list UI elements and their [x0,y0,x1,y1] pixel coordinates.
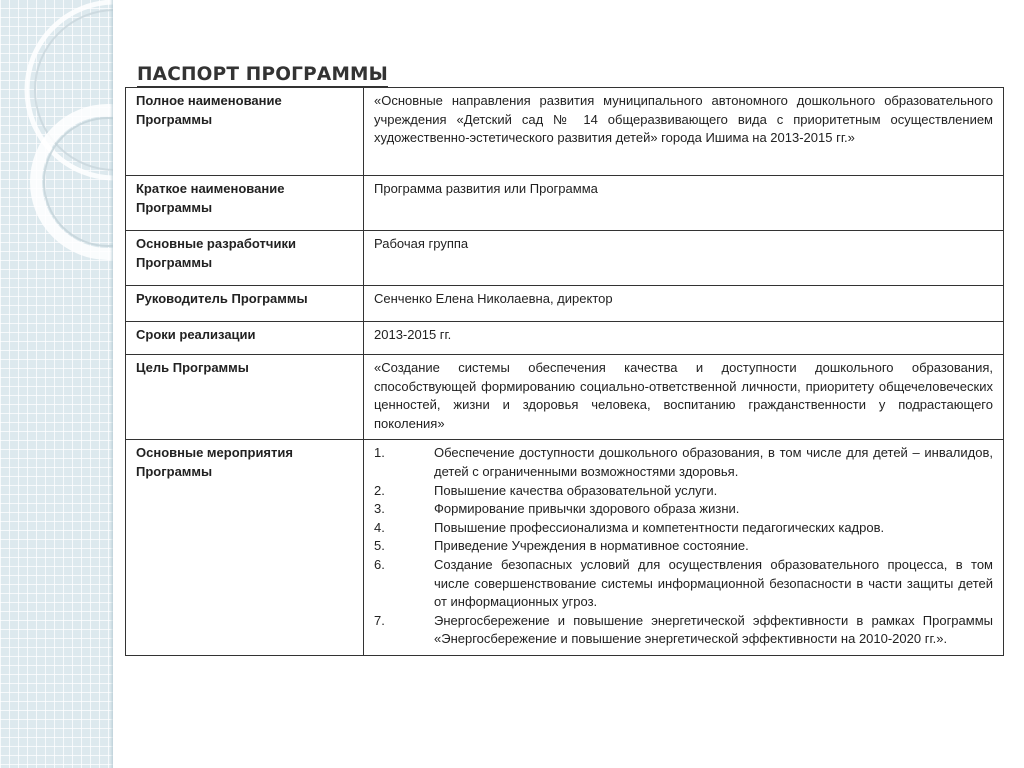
list-item-text: Повышение качества образовательной услуги. [434,482,718,498]
list-item-number: 5. [374,538,385,554]
row-label: Сроки реализации [126,322,364,355]
list-item [374,482,993,501]
list-item-number: 4. [374,519,385,535]
list-item-number: 6. [374,556,385,572]
table-row [126,176,1004,231]
row-value: Сенченко Елена Николаевна, директор [364,286,1004,322]
table-row [126,355,1004,440]
row-label: Основные разработчики Программы [126,231,364,286]
row-value: Рабочая группа [364,231,1004,286]
list-item [374,500,993,519]
list-item-text: Создание безопасных условий для осуществления образовательного процесса, в том числе совершенствование системы информационной безопасности в части защиты детей от информационных угроз. [434,556,993,610]
list-item [374,556,993,612]
row-value: 2013-2015 гг. [364,322,1004,355]
events-cell [364,440,1004,656]
row-value: «Создание системы обеспечения качества и доступности дошкольного образования, способствующей формированию социально-ответственной личности, приоритету общечеловеческих ценностей, жизни и здоровья человека, воспитанию гражданственности у подрастающего поколения» [364,355,1004,440]
list-item [374,519,993,538]
row-label: Руководитель Программы [126,286,364,322]
list-item-text: Обеспечение доступности дошкольного образования, в том числе для детей – инвалидов, детей с ограниченными возможностями здоровья. [434,445,993,479]
list-item-number: 7. [374,612,385,628]
list-item [374,444,993,481]
table-row [126,440,1004,656]
list-item-text: Приведение Учреждения в нормативное состояние. [434,538,749,554]
row-label: Цель Программы [126,355,364,440]
list-item-text: Повышение профессионализма и компетентности педагогических кадров. [434,519,885,535]
list-item-number: 3. [374,501,385,517]
passport-table [125,87,1004,656]
row-value: «Основные направления развития муниципального автономного дошкольного образовательного учреждения «Детский сад № 14 общеразвивающего вида с приоритетным осуществлением художественно-эстетического развития детей» города Ишима на 2013-2015 гг.» [364,88,1004,176]
list-item [374,537,993,556]
row-label: Полное наименование Программы [126,88,364,176]
table-row [126,286,1004,322]
decorative-rings [0,0,113,768]
row-label: Основные мероприятия Программы [126,440,364,656]
list-item-text: Энергосбережение и повышение энергетической эффективности в рамках Программы «Энергосбережение и повышение энергетической эффективности на 2010-2020 гг.». [434,612,993,647]
table-row [126,322,1004,355]
events-list [374,444,993,649]
row-value: Программа развития или Программа [364,176,1004,231]
decorative-sidebar [0,0,113,768]
list-item [374,612,993,649]
page-title: ПАСПОРТ ПРОГРАММЫ [137,64,388,88]
table-row [126,231,1004,286]
list-item-number: 1. [374,445,385,461]
table-row [126,88,1004,176]
list-item-text: Формирование привычки здорового образа жизни. [434,501,740,517]
row-label: Краткое наименование Программы [126,176,364,231]
list-item-number: 2. [374,482,385,498]
